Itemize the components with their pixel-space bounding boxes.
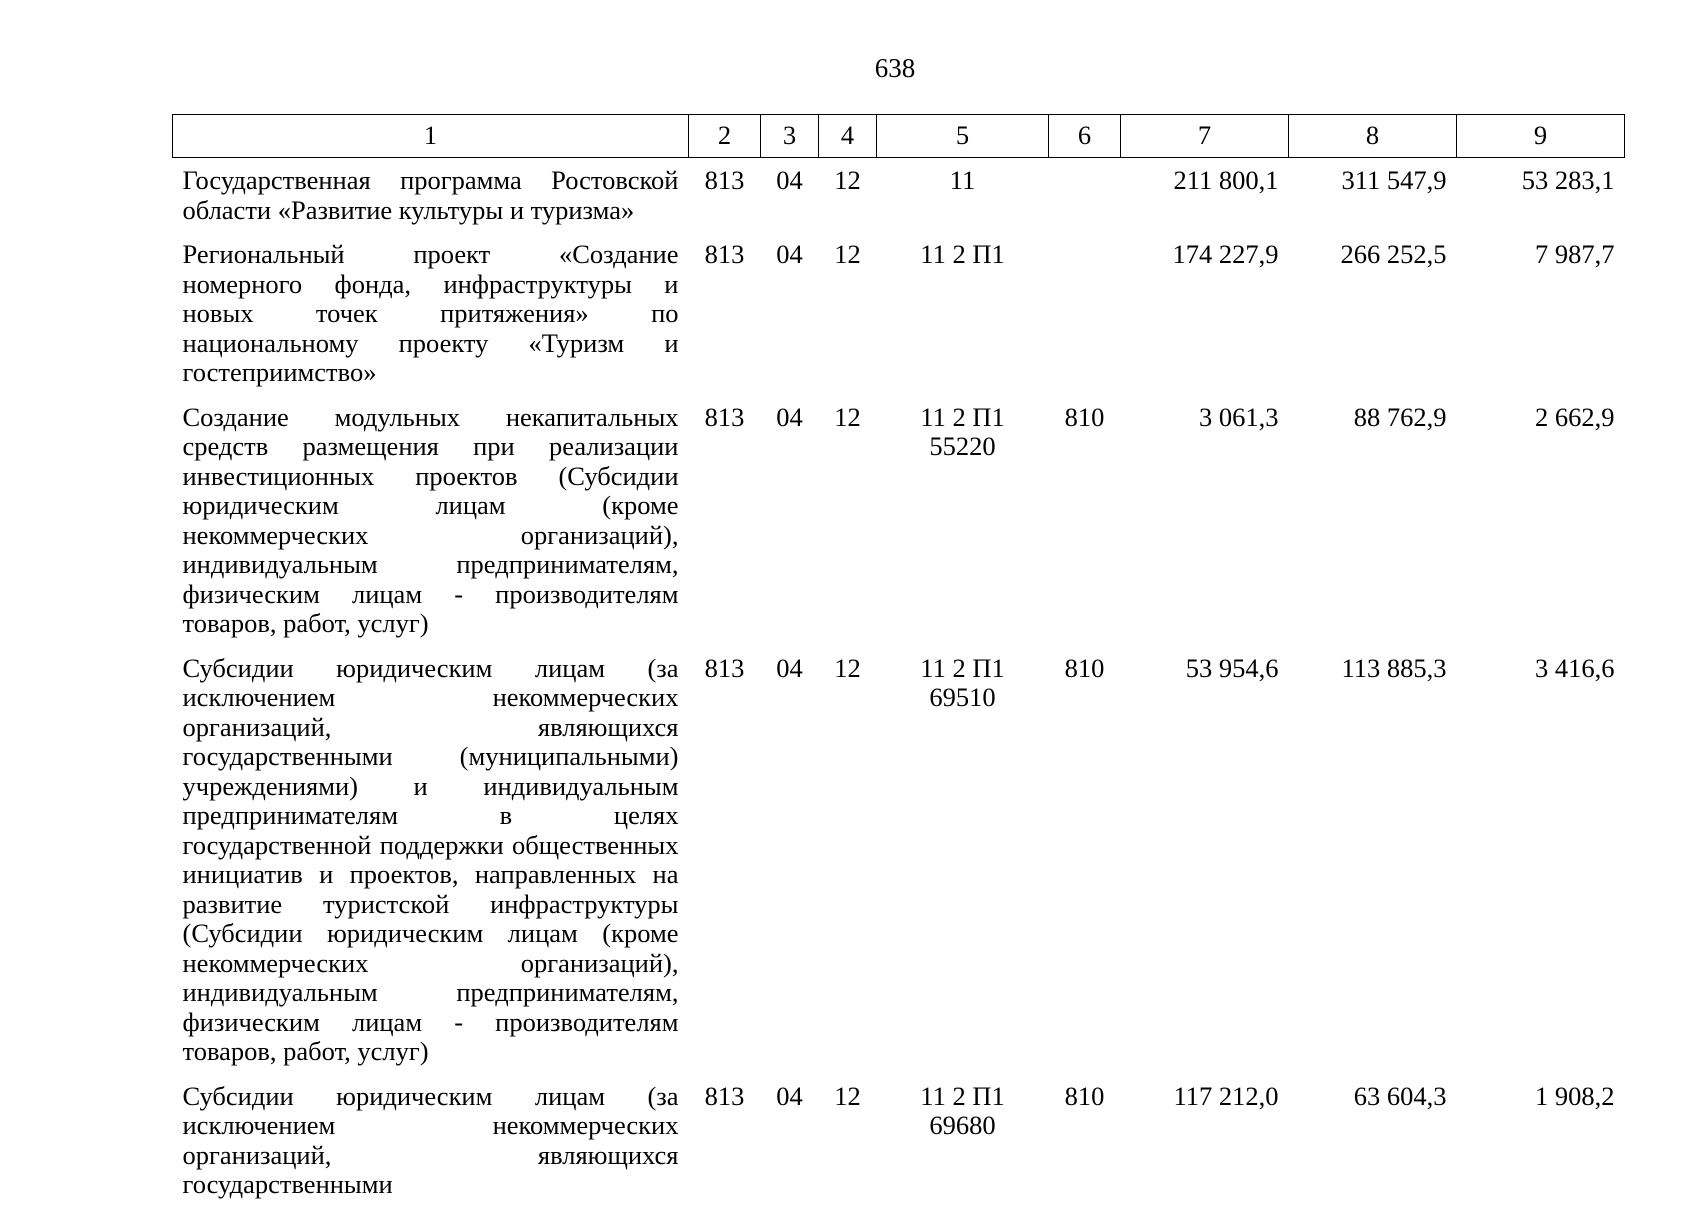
amount-col7: 117 212,0 — [1173, 1080, 1279, 1111]
table-row — [173, 158, 1625, 235]
target-article-code: 11 2 П1 55220 — [920, 401, 1005, 461]
column-number-header-row — [173, 115, 1625, 158]
column-header-5: 5 — [877, 115, 1049, 158]
target-article-code: 11 — [949, 165, 976, 195]
row-name: Создание модульных некапитальных средств размещения при реализации инвестиционных проектов (Субсидии юридическим лицам (кроме некоммерческих организаций), индивидуальным предпринимателям, физическим лицам - производителям товаров, работ, услуг) — [182, 401, 679, 638]
expense-type-code: 810 — [1064, 401, 1105, 432]
column-header-8: 8 — [1289, 115, 1457, 158]
amount-col7: 174 227,9 — [1172, 239, 1279, 269]
ministry-code: 813 — [704, 1080, 745, 1111]
amount-col7: 3 061,3 — [1199, 401, 1279, 432]
amount-col9: 53 283,1 — [1521, 165, 1615, 195]
column-header-1: 1 — [173, 115, 689, 158]
ministry-code: 813 — [704, 401, 745, 432]
amount-col7: 211 800,1 — [1173, 165, 1279, 195]
amount-col7: 53 954,6 — [1185, 652, 1279, 683]
amount-col9: 1 908,2 — [1535, 1080, 1615, 1111]
column-header-4: 4 — [819, 115, 877, 158]
table-row — [173, 648, 1625, 1076]
budget-table — [172, 114, 1625, 1209]
column-header-9: 9 — [1457, 115, 1625, 158]
row-name: Государственная программа Ростовской области «Развитие культуры и туризма» — [182, 165, 679, 225]
column-header-2: 2 — [689, 115, 761, 158]
table-row — [173, 397, 1625, 648]
target-article-code: 11 2 П1 69510 — [920, 652, 1005, 712]
subsection-code: 12 — [834, 652, 861, 683]
section-code: 04 — [776, 1080, 803, 1111]
ministry-code: 813 — [704, 652, 745, 683]
ministry-code: 813 — [704, 239, 745, 269]
row-name: Субсидии юридическим лицам (за исключением некоммерческих организаций, являющихся государственными (муниципальными) учреждениями) и индивидуальным предпринимателям в целях государственной поддержки общественных инициатив и проектов, направленных на развитие туристской инфраструктуры (Субсидии юридическим лицам (кроме некоммерческих организаций), индивидуальным предпринимателям, физическим лицам - производителям товаров, работ, услуг) — [182, 652, 679, 1066]
row-name: Субсидии юридическим лицам (за исключением некоммерческих организаций, являющихся государственными — [182, 1080, 679, 1199]
amount-col8: 63 604,3 — [1353, 1080, 1447, 1111]
amount-col8: 88 762,9 — [1353, 401, 1447, 432]
section-code: 04 — [776, 652, 803, 683]
target-article-code: 11 2 П1 — [920, 239, 1005, 269]
subsection-code: 12 — [834, 401, 861, 432]
amount-col9: 7 987,7 — [1535, 239, 1615, 269]
section-code: 04 — [776, 165, 803, 195]
amount-col8: 311 547,9 — [1341, 165, 1447, 195]
expense-type-code: 810 — [1064, 1080, 1105, 1111]
amount-col8: 113 885,3 — [1341, 652, 1447, 683]
row-name: Региональный проект «Создание номерного фонда, инфраструктуры и новых точек притяжения» по национальному проекту «Туризм и гостеприимство» — [182, 239, 679, 387]
expense-type-code — [1049, 234, 1121, 397]
expense-type-code — [1049, 158, 1121, 235]
section-code: 04 — [776, 401, 803, 432]
page-number: 638 — [874, 53, 916, 83]
amount-col8: 266 252,5 — [1340, 239, 1447, 269]
column-header-7: 7 — [1121, 115, 1289, 158]
column-header-6: 6 — [1049, 115, 1121, 158]
amount-col9: 2 662,9 — [1535, 401, 1615, 432]
table-row — [173, 1076, 1625, 1209]
table-row — [173, 234, 1625, 397]
subsection-code: 12 — [834, 239, 861, 269]
column-header-3: 3 — [761, 115, 819, 158]
subsection-code: 12 — [834, 165, 861, 195]
ministry-code: 813 — [704, 165, 745, 195]
subsection-code: 12 — [834, 1080, 861, 1111]
expense-type-code: 810 — [1064, 652, 1105, 683]
amount-col9: 3 416,6 — [1535, 652, 1615, 683]
target-article-code: 11 2 П1 69680 — [920, 1080, 1005, 1140]
section-code: 04 — [776, 239, 803, 269]
